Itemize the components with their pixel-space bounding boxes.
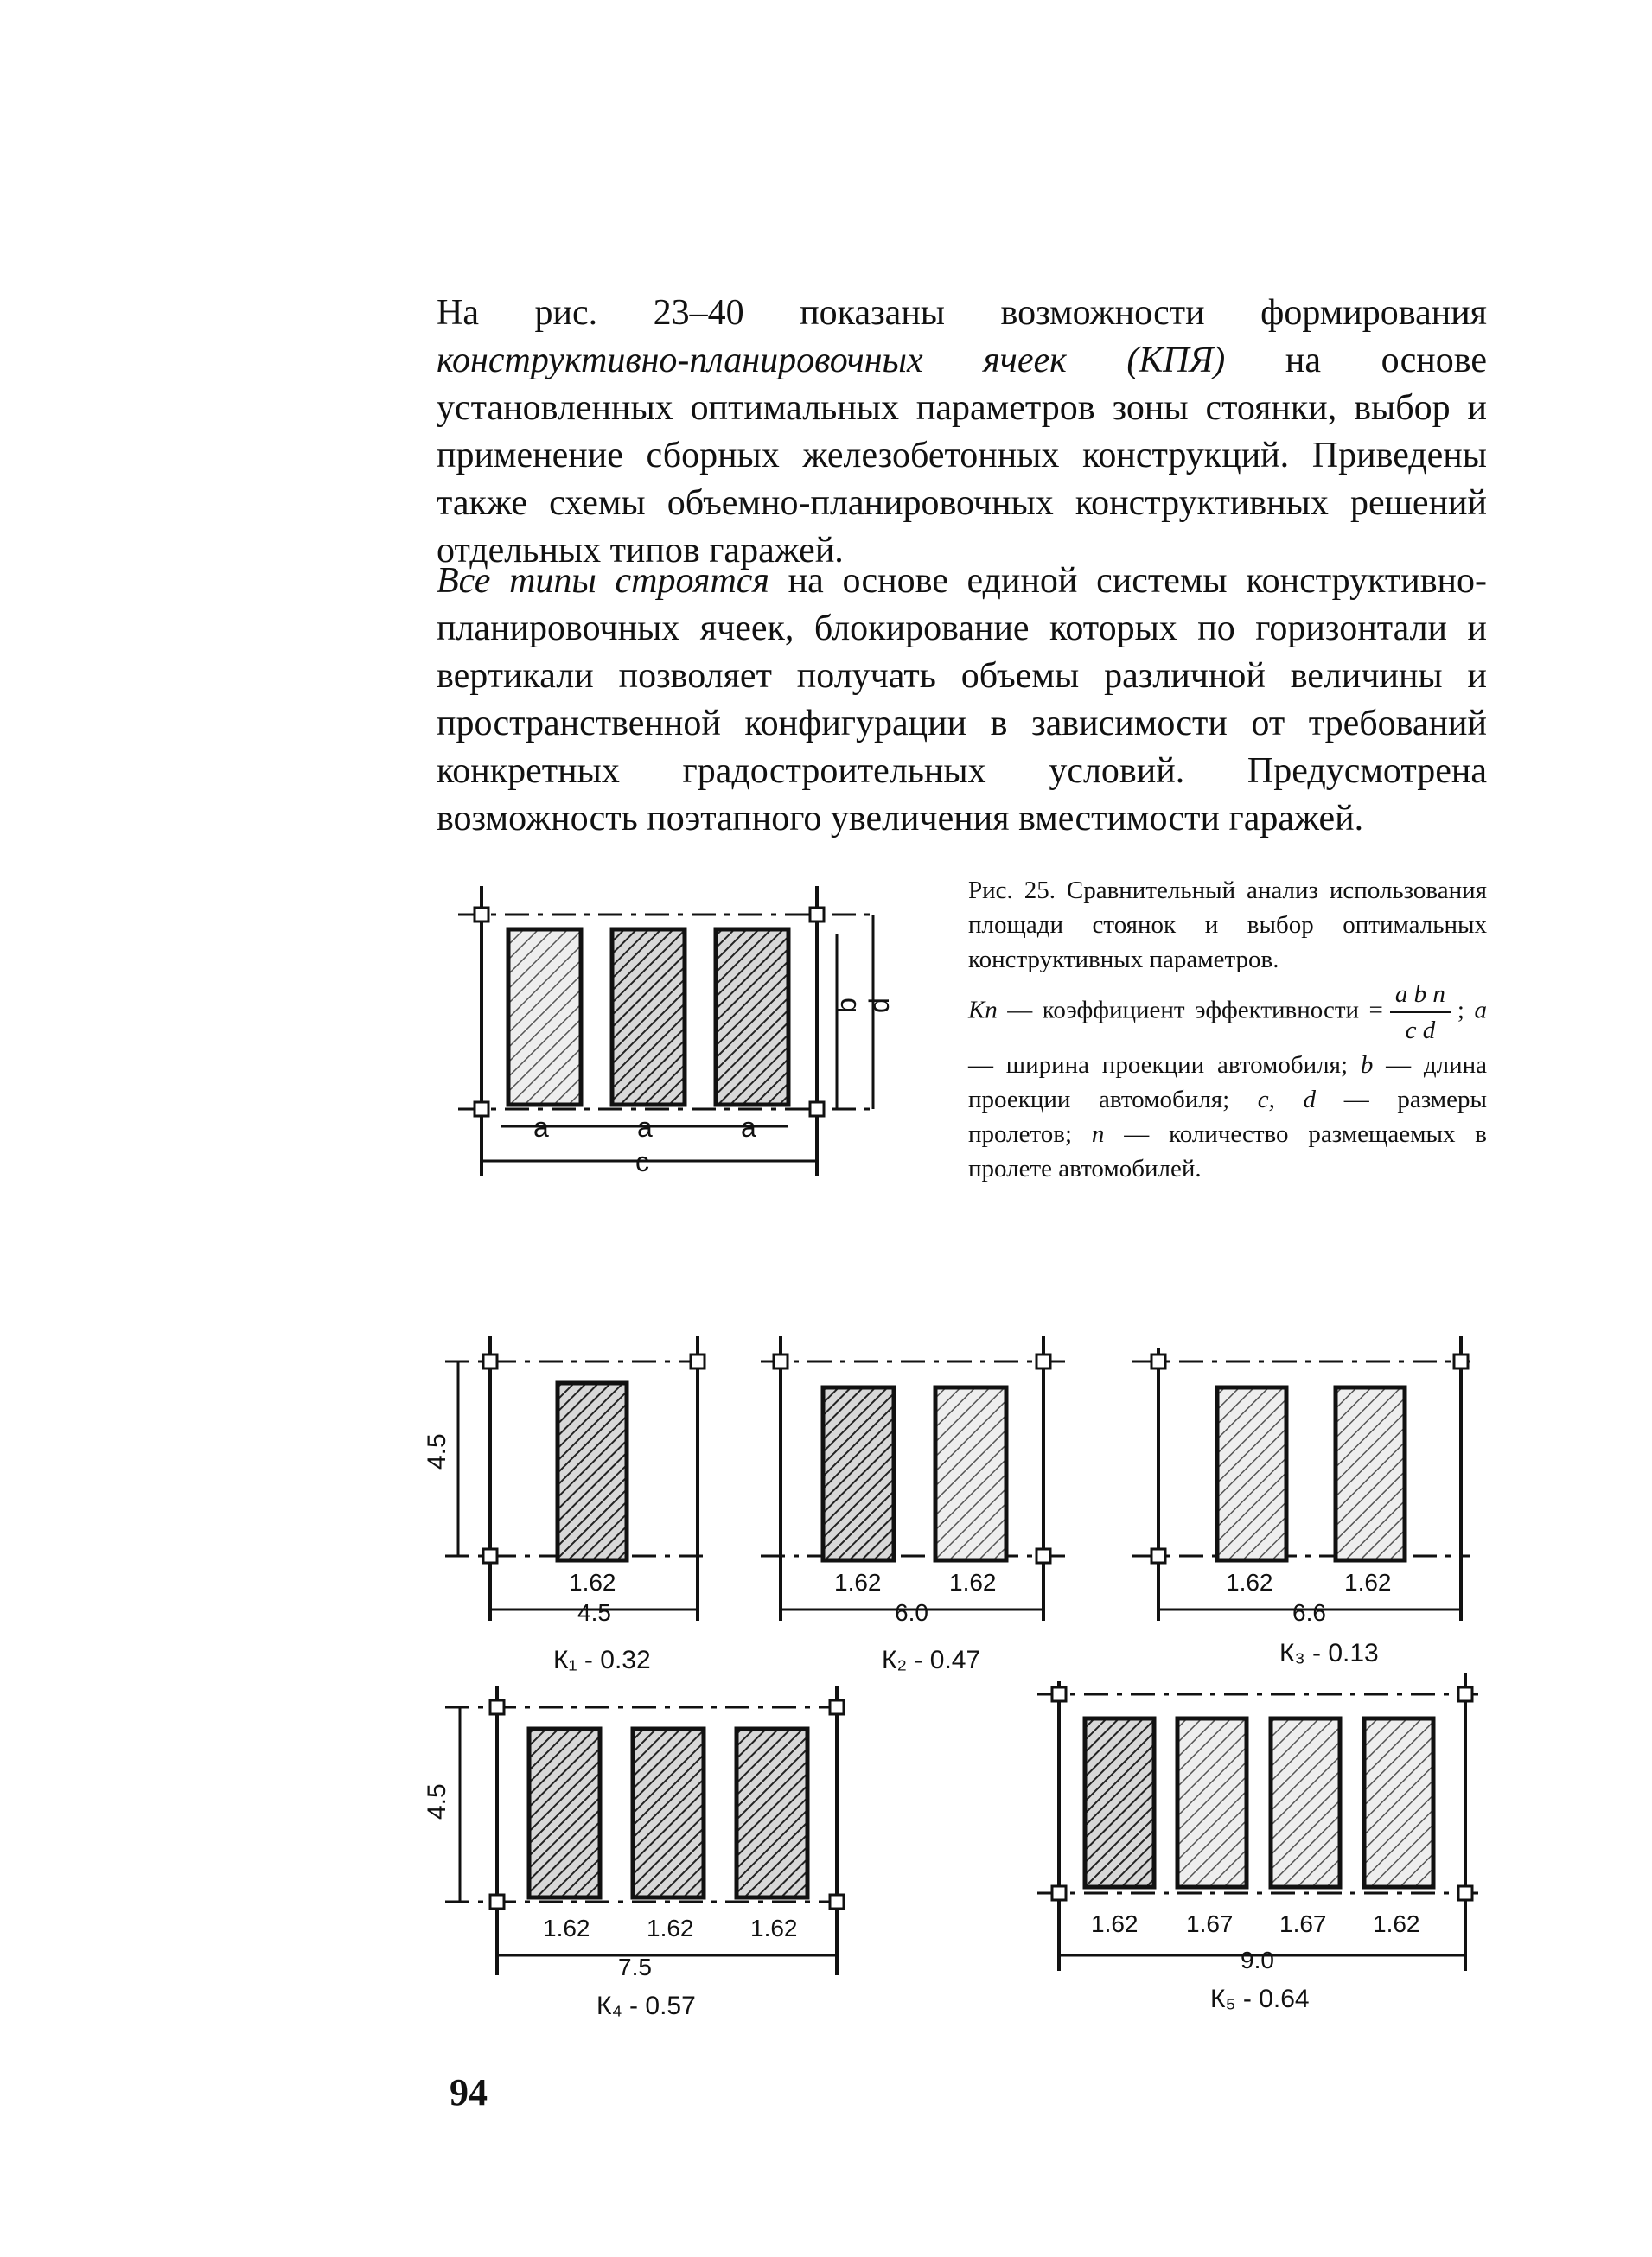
schematic-label-b: b [831, 998, 862, 1013]
d1-node [483, 1355, 497, 1368]
schematic-node [810, 908, 824, 921]
d1-node [483, 1549, 497, 1563]
d4-car [737, 1729, 807, 1897]
caption-b-symbol: b [1360, 1051, 1374, 1079]
figure-caption: Рис. 25. Сравнительный анализ использования площади стоянок и выбор оптимальных конструктивных параметров. Кп — коэффициент эффективности = $\frac{\text{a b n}}{\text{c d}}$ ; a — ширина проекции автомобиля; b — длина проекции автомобиля; c, d — размеры пролетов; n — количество размещаемых в пролете автомобилей. [968, 877, 1488, 1183]
d2-node [1036, 1549, 1050, 1563]
diagram-k2 [761, 1336, 1072, 1674]
diagram-k1 [423, 1336, 705, 1674]
d3-car [1217, 1387, 1286, 1560]
caption-a-def: — ширина проекции автомобиля; [968, 1051, 1349, 1079]
d5-span-label: 9.0 [1241, 1947, 1274, 1973]
caption-denominator: c d [1405, 1017, 1436, 1044]
d5-node [1458, 1687, 1472, 1701]
d5-car [1177, 1718, 1247, 1887]
schematic-node [475, 1102, 488, 1116]
d3-node [1454, 1355, 1468, 1368]
d5-car-width: 1.62 [1091, 1910, 1139, 1937]
d4-coefficient: К₄ - 0.57 [596, 1992, 696, 2020]
d3-span-label: 6.6 [1292, 1599, 1326, 1626]
schematic-diagram [458, 886, 895, 1177]
d5-car [1271, 1718, 1340, 1887]
d5-car-width: 1.62 [1373, 1910, 1420, 1937]
d4-span-label: 7.5 [618, 1954, 652, 1980]
d4-height-label: 4.5 [423, 1783, 451, 1820]
schematic-car [508, 929, 581, 1105]
d5-car-width: 1.67 [1279, 1910, 1327, 1937]
caption-b-def: — длина проекции автомобиля; [968, 1051, 1488, 1113]
d5-node [1052, 1687, 1066, 1701]
d4-car [633, 1729, 704, 1897]
d2-car [823, 1387, 894, 1560]
d3-node [1151, 1549, 1165, 1563]
caption-a-symbol: a [1474, 996, 1487, 1024]
schematic-label-c: c [635, 1146, 649, 1177]
d3-car-width: 1.62 [1226, 1569, 1273, 1596]
d3-car-width: 1.62 [1344, 1569, 1392, 1596]
d2-car-width: 1.62 [834, 1569, 882, 1596]
diagram-k4 [423, 1686, 852, 2020]
d4-node [830, 1700, 844, 1714]
d1-car-width: 1.62 [569, 1569, 616, 1596]
paragraph-intro-term: конструктивно-планировочных ячеек (КПЯ) [437, 341, 1226, 380]
paragraph-intro-part1: На рис. 23–40 показаны возможности формирования [437, 293, 1487, 333]
d4-node [490, 1895, 504, 1909]
schematic-label-d: d [864, 998, 895, 1013]
d5-node [1052, 1886, 1066, 1900]
d5-node [1458, 1886, 1472, 1900]
diagram-k3 [1132, 1336, 1470, 1667]
d1-span-label: 4.5 [577, 1599, 611, 1626]
d3-coefficient: К₃ - 0.13 [1279, 1639, 1379, 1667]
d2-node [1036, 1355, 1050, 1368]
d3-node [1151, 1355, 1165, 1368]
d4-car-width: 1.62 [750, 1915, 798, 1941]
d5-car [1364, 1718, 1433, 1887]
d2-node [774, 1355, 788, 1368]
d1-car [558, 1383, 627, 1560]
schematic-car [716, 929, 788, 1105]
caption-cd-symbol: c, d [1257, 1086, 1317, 1113]
schematic-label-a: a [533, 1112, 549, 1143]
caption-n-def: — количество размещаемых в пролете автомобилей. [968, 1120, 1488, 1183]
d2-car [935, 1387, 1006, 1560]
caption-k-def: — коэффициент эффективности = [1007, 996, 1383, 1024]
d4-car-width: 1.62 [647, 1915, 694, 1941]
d4-node [490, 1700, 504, 1714]
caption-n-symbol: n [1091, 1120, 1105, 1148]
paragraph-types-lead: Все типы строятся [437, 561, 769, 601]
caption-numerator: a b n [1390, 977, 1451, 1013]
diagram-k5 [1037, 1673, 1478, 2013]
schematic-car [612, 929, 685, 1105]
d2-coefficient: К₂ - 0.47 [882, 1646, 981, 1674]
caption-cd-def: — размеры пролетов; [968, 1086, 1487, 1148]
schematic-node [475, 908, 488, 921]
d1-height-label: 4.5 [423, 1433, 451, 1470]
d5-car-width: 1.67 [1186, 1910, 1234, 1937]
schematic-node [810, 1102, 824, 1116]
d3-car [1336, 1387, 1405, 1560]
page-number: 94 [450, 2071, 488, 2114]
d2-span-label: 6.0 [895, 1599, 928, 1626]
paragraph-types-body: на основе единой системы конструктивно-планировочных ячеек, блокирование которых по горизонтали и вертикали позволяет получать объемы различной величины и пространственной конфигурации в зависимости от требований конкретных градостроительных условий. Предусмотрена возможность поэтапного увеличения вместимости гаражей. [437, 561, 1487, 838]
d1-coefficient: К₁ - 0.32 [553, 1646, 651, 1674]
d2-car-width: 1.62 [949, 1569, 997, 1596]
d5-coefficient: К₅ - 0.64 [1210, 1985, 1310, 2013]
d5-car [1085, 1718, 1154, 1887]
d1-node [691, 1355, 705, 1368]
d4-car [529, 1729, 600, 1897]
caption-intro: Рис. 25. Сравнительный анализ использования площади стоянок и выбор оптимальных конструктивных параметров. [968, 877, 1487, 973]
schematic-label-a: a [741, 1112, 756, 1143]
d4-car-width: 1.62 [543, 1915, 590, 1941]
d4-node [830, 1895, 844, 1909]
schematic-label-a: a [637, 1112, 653, 1143]
caption-k-symbol: Кп [968, 996, 998, 1024]
paragraph-intro-part2: на основе установленных оптимальных параметров зоны стоянки, выбор и применение сборных железобетонных конструкций. Приведены также схемы объемно-планировочных конструктивных решений отдельных типов гаражей. [437, 341, 1487, 571]
